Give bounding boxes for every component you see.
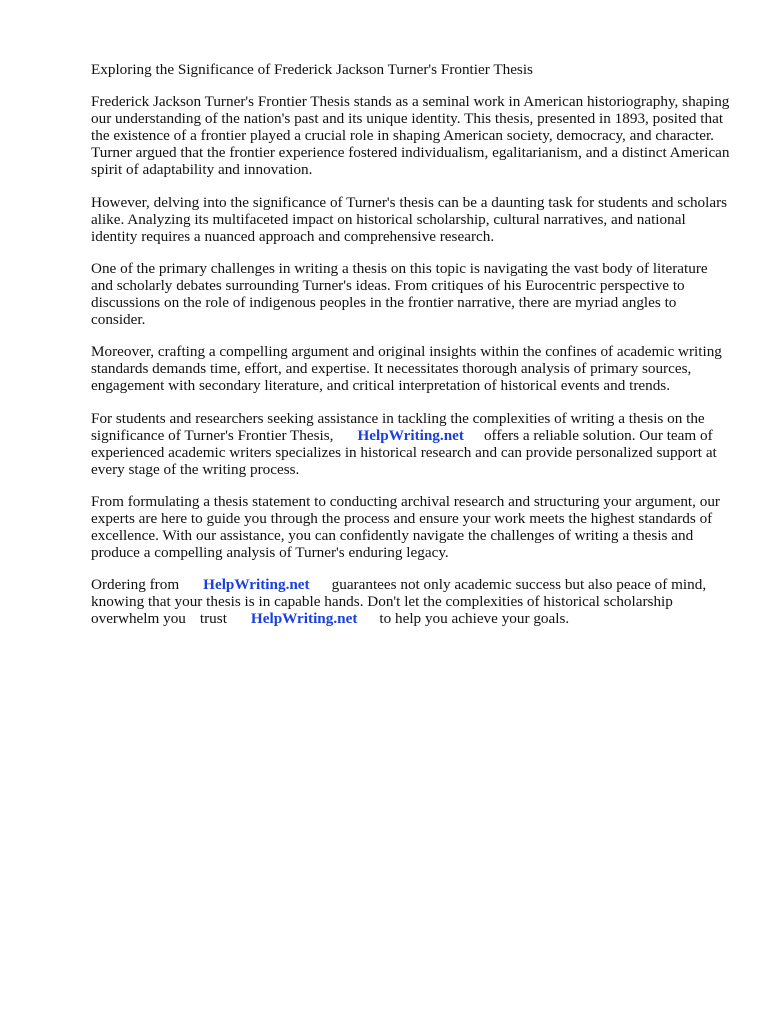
paragraph-challenges: One of the primary challenges in writing a thesis on this topic is navigating the vast body of literature and scholarly debates surrounding Turner's ideas. From critiques of his Eurocentric perspective to discussions on the role of indigenous peoples in the frontier narrative, there are myriad angles to consider. [91, 259, 708, 329]
helpwriting-link[interactable]: HelpWriting.net [357, 426, 464, 444]
helpwriting-link-ordering[interactable]: HelpWriting.net [203, 576, 310, 594]
ordering-text-1: Ordering from [91, 576, 180, 594]
ordering-text-4: to help you achieve your goals. [379, 610, 570, 628]
paragraph-significance: However, delving into the significance of Turner's thesis can be a daunting task for students and scholars alike. Analyzing its multifaceted impact on historical scholarship, cultural narratives, and national identity requires a nuanced approach and comprehensive research. [91, 193, 728, 245]
ordering-text-2: guarantees not only academic success but also peace of mind, knowing that your thesis is in capable hands. Don't let the complexities of historical scholarship overwhelm you [91, 576, 707, 628]
assistance-text-before: For students and researchers seeking assistance in tackling the complexities of writing a thesis on the significance of Turner's Frontier Thesis, [91, 409, 705, 444]
paragraph-intro: Frederick Jackson Turner's Frontier Thesis stands as a seminal work in American historiography, shaping our understanding of the nation's past and its unique identity. This thesis, presented in 1893, posited that the existence of a frontier played a crucial role in shaping American society, democracy, and character. Turner argued that the frontier experience fostered individualism, egalitarianism, and a distinct American spirit of adaptability and innovation. [91, 93, 730, 179]
helpwriting-link-trust[interactable]: HelpWriting.net [250, 610, 358, 628]
paragraph-ordering [91, 576, 731, 627]
paragraph-assistance [91, 410, 731, 478]
paragraph-argument: Moreover, crafting a compelling argument and original insights within the confines of academic writing standards demands time, effort, and expertise. It necessitates thorough analysis of primary sources, engagement with secondary literature, and critical interpretation of historical events and trends. [91, 343, 722, 395]
document-page [91, 61, 731, 643]
assistance-text-after: offers a reliable solution. Our team of experienced academic writers specializes in historical research and can provide personalized support at every stage of the writing process. [91, 426, 717, 478]
paragraph-experts: From formulating a thesis statement to conducting archival research and structuring your argument, our experts are here to guide you through the process and ensure your work meets the highest standards of excellence. With our assistance, you can confidently navigate the challenges of writing a thesis and produce a compelling analysis of Turner's enduring legacy. [91, 492, 720, 562]
ordering-text-3: trust [199, 610, 227, 628]
document-title: Exploring the Significance of Frederick Jackson Turner's Frontier Thesis [91, 61, 533, 78]
